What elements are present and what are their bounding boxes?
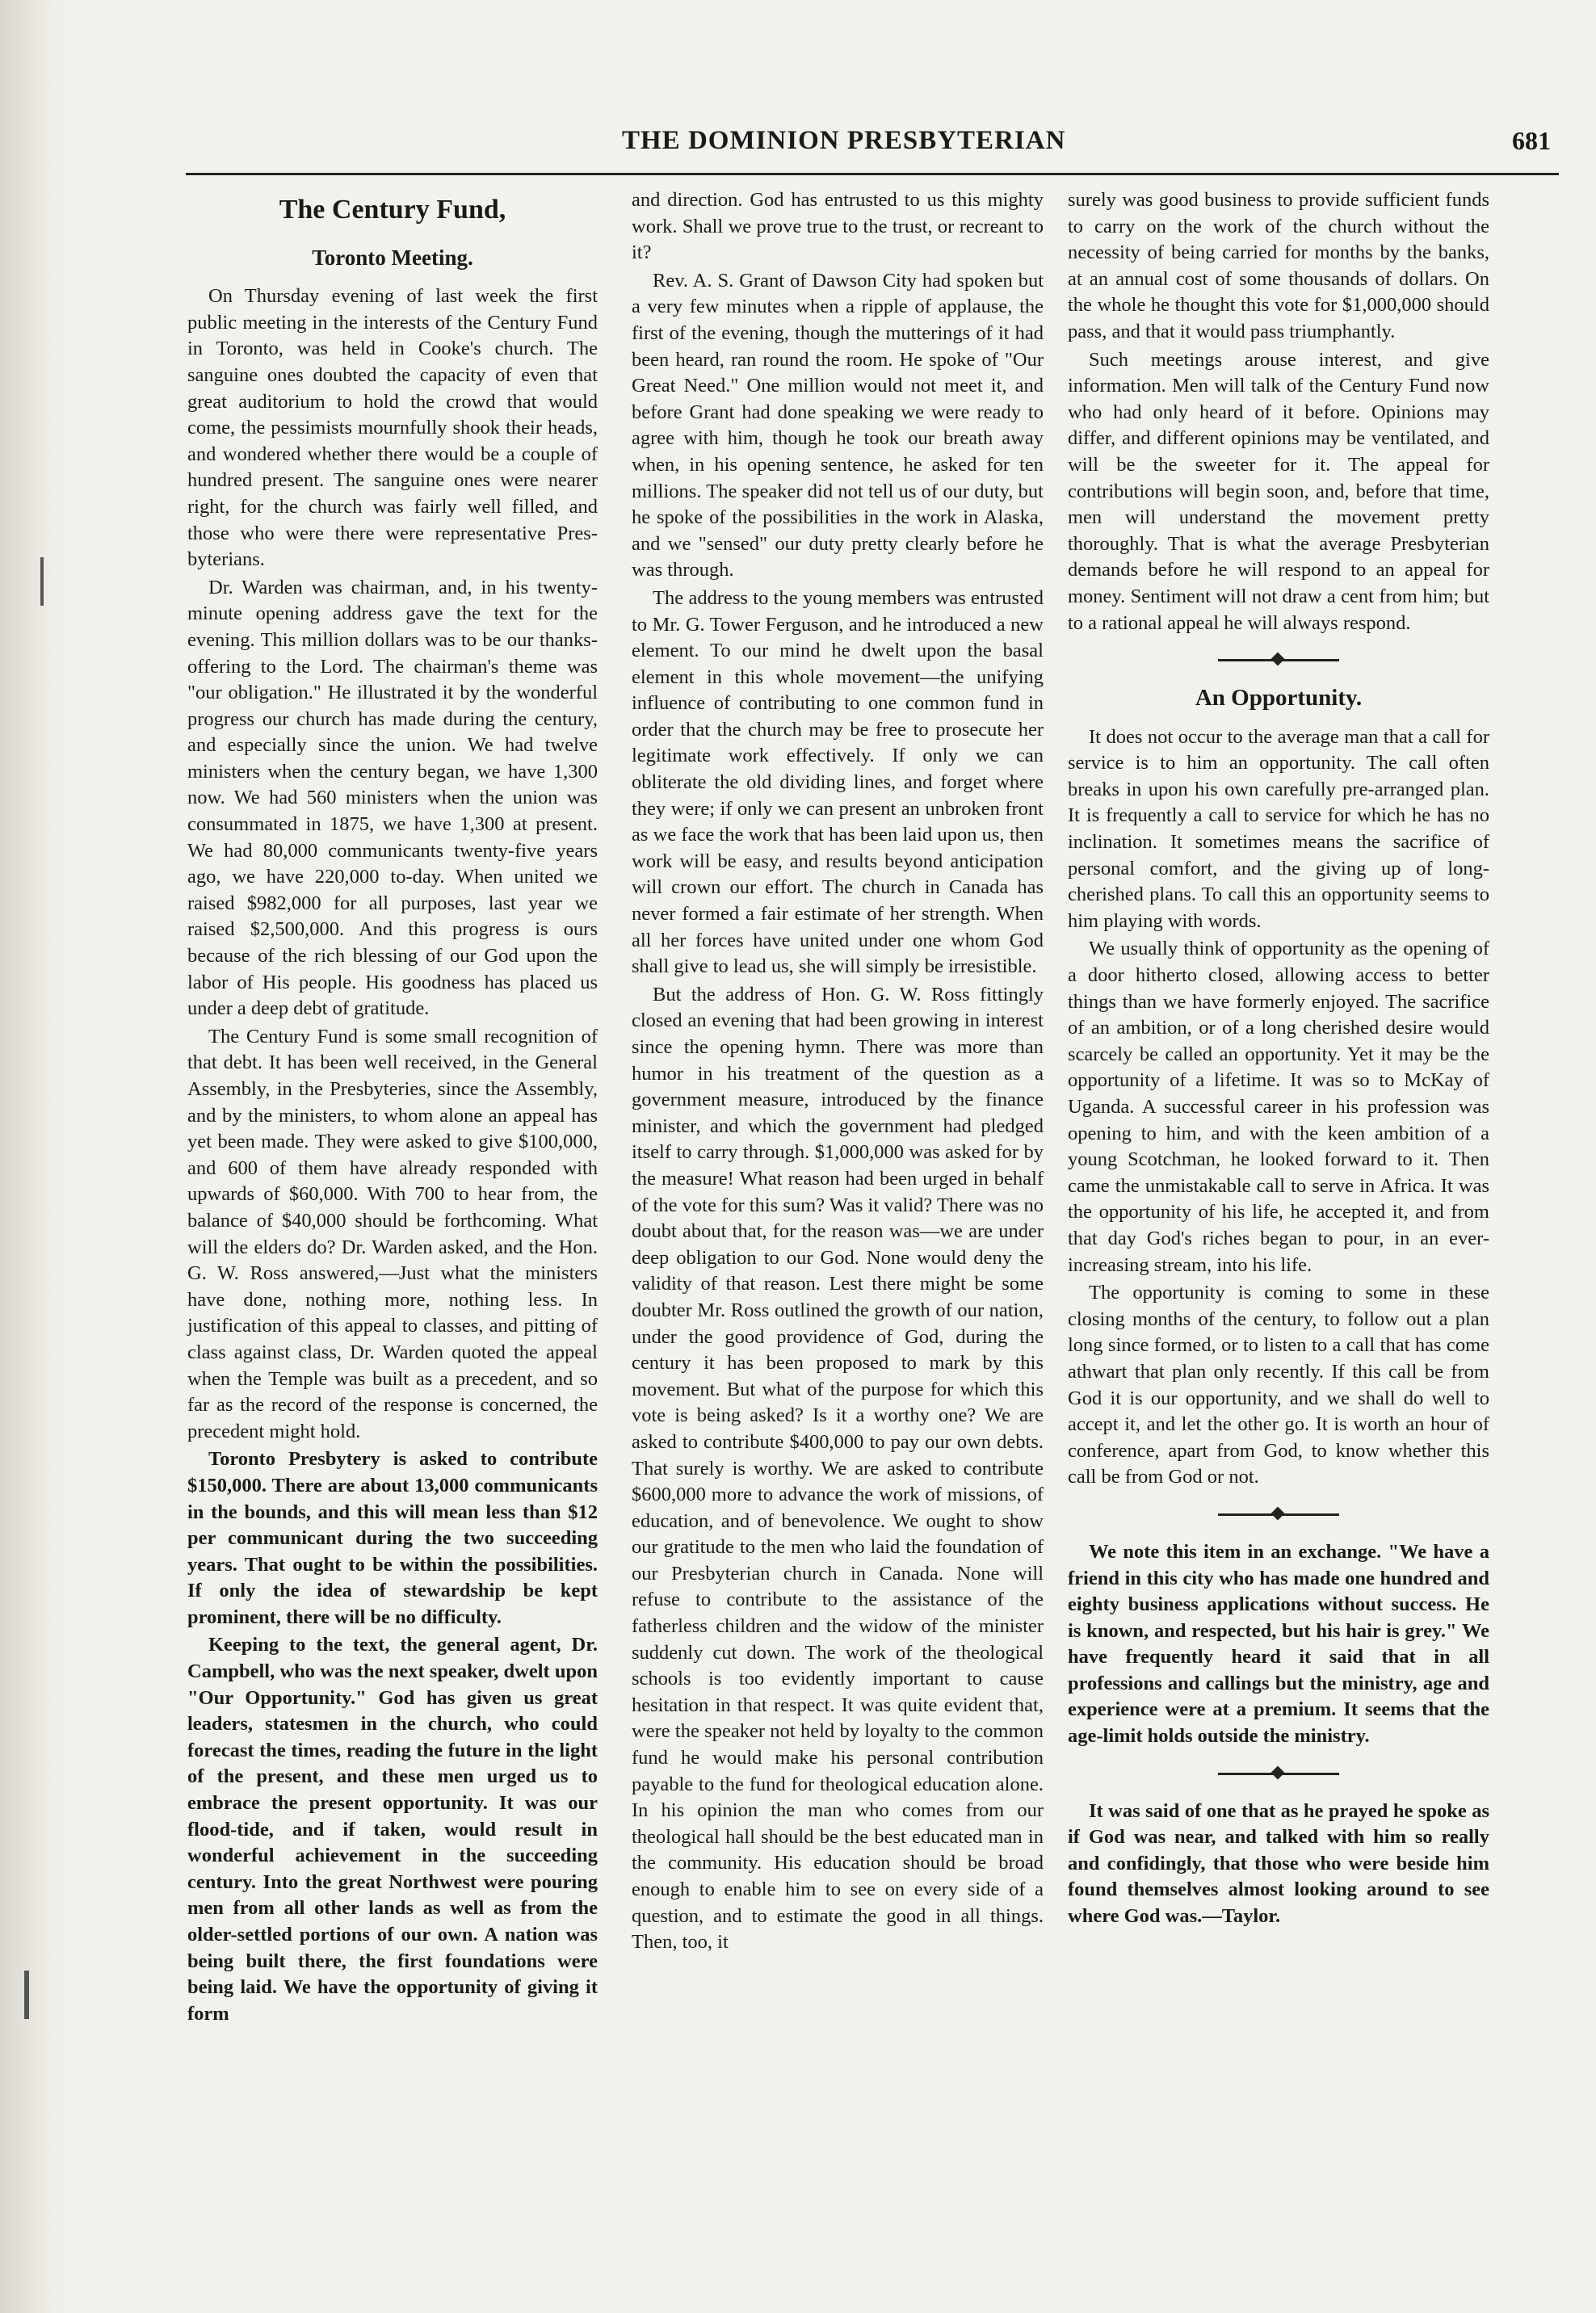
header-rule <box>186 173 1559 175</box>
column-2 <box>632 187 1044 1958</box>
paragraph: Dr. Warden was chairman, and, in his twenty-minute opening address gave the text for the evening. This million dollars was to be our thanks-offering to the Lord. The chairman's theme was "our obligation." He illustrated it by the wonderful progress our church has made during the century, and especially since the union. We had twelve ministers when the century began, we have 1,300 now. We had 560 ministers when the union was consummated in 1875, we have 1,300 at present. We had 80,000 communicants twenty-five years ago, we have 220,000 to-day. When united we raised $982,000 for all purposes, last year we raised $2,500,000. And this progress is ours because of the rich blessing of our God upon the labor of His people. His goodness has placed us under a deep debt of gratitude. <box>187 576 598 1020</box>
section-separator <box>1218 1509 1339 1520</box>
paragraph: The Century Fund is some small recognition of that debt. It has been well received, in the General Assembly, in the Presbyteries, since the Assembly, and by the ministers, to whom alone an appeal has yet been made. They were asked to give $100,000, and 600 of them have already responded with upwards of $60,000. With 700 to hear from, the balance of $40,000 should be forthcoming. What will the elders do? Dr. Warden asked, and the Hon. G. W. Ross answered,—Just what the ministers have done, nothing more, nothing less. In justification of this appeal to classes, and pitting of class against class, Dr. Warden quoted the appeal when the Temple was built as a precedent, and so far as the record of the response is concerned, the precedent might hold. <box>187 1025 598 1442</box>
margin-mark <box>24 1971 29 2019</box>
paragraph: Toronto Presbytery is asked to contribute $150,000. There are about 13,000 communicants in the bounds, and this will mean less than $12 per communicant during the two succeeding years. That ought to be within the possibilities. If only the idea of stewardship be kept prominent, there will be no difficulty. <box>187 1448 598 1628</box>
page-header <box>622 121 1575 170</box>
paragraph: surely was good business to provide sufficient funds to carry on the work of the church without the necessity of being carried for months by the banks, at an annual cost of some thousands of dollars. On the whole he thought this vote for $1,000,000 should pass, and that it would pass triumphantly. <box>1068 189 1489 342</box>
column-1 <box>187 187 598 2029</box>
section-separator <box>1218 654 1339 665</box>
paragraph: Such meetings arouse interest, and give information. Men will talk of the Century Fund now who had only heard of it before. Opinions may differ, and different opinions may be ventilated, and will be the sweeter for it. The appeal for contributions will begin soon, and, before that time, men will understand the movement pretty thoroughly. That is what the average Presbyterian demands before he will respond to an appeal for money. Sentiment will not draw a cent from him; but to a rational appeal he will always respond. <box>1068 348 1489 634</box>
paragraph: We usually think of opportunity as the opening of a door hitherto closed, allowing access to better things than we have formerly enjoyed. The sacrifice of an ambition, or of a long cherished desire would scarcely be called an opportunity. Yet it may be the opportunity of a lifetime. It was so to McKay of Uganda. A successful career in his profession was opening to him, and with the keen ambition of a young Scotchman, he looked forward to it. Then came the unmistakable call to serve in Africa. It was the opportunity of his life, he accepted it, and from that day God's riches began to pour, in an ever-increasing stream, into his life. <box>1068 938 1489 1276</box>
article-title: An Opportunity. <box>1195 685 1363 712</box>
paragraph: The opportunity is coming to some in these closing months of the century, to follow out a plan long since formed, or to listen to a call that has come athwart that plan only recently. If this call be from God it is our opportunity, and we shall do well to accept it, and let the other go. It is worth an hour of conference, apart from God, to know whether this call be from God or not. <box>1068 1282 1489 1488</box>
section-separator <box>1218 1768 1339 1779</box>
paragraph: It does not occur to the average man that a call for service is to him an opportunity. The call often breaks in upon his own carefully pre-arranged plan. It is frequently a call to service for which he has no inclination. It sometimes means the sacrifice of personal comfort, and the giving up of long-cherished plans. To call this an opportunity seems to him playing with words. <box>1068 725 1489 932</box>
paragraph: It was said of one that as he prayed he spoke as if God was near, and talked with him so really and confidingly, that those who were beside him found themselves almost looking around to see where God was.—Taylor. <box>1068 1799 1489 1928</box>
paragraph: Keeping to the text, the general agent, Dr. Campbell, who was the next speaker, dwelt upon "Our Opportunity." God has given us great leaders, statesmen in the church, who could forecast the times, reading the future in the light of the present, and these men urged us to embrace the present opportunity. It was our flood-tide, and if taken, would result in wonderful achievement in the succeeding century. Into the great Northwest were pouring men from all other lands as well as from the older-settled portions of our own. A nation was being built there, the first foundations were being laid. We have the opportunity of giving it form <box>187 1634 598 2025</box>
page-edge-shadow <box>0 0 73 2313</box>
article-title: The Century Fund, <box>279 195 506 225</box>
column-3 <box>1068 187 1489 1932</box>
publication-title: THE DOMINION PRESBYTERIAN <box>622 126 1066 155</box>
article-subtitle: Toronto Meeting. <box>312 245 473 270</box>
paragraph: On Thursday evening of last week the first public meeting in the interests of the Century Fund in Toronto, was held in Cooke's church. The sanguine ones doubted the capacity of even that great auditorium to hold the crowd that would come, the pessimists mournfully shook their heads, and wondered whether there would be a couple of hundred present. The sanguine ones were nearer right, for the church was fairly well filled, and those who were there were representative Pres-byterians. <box>187 285 598 571</box>
page-number: 681 <box>1512 126 1551 155</box>
paragraph: But the address of Hon. G. W. Ross fittingly closed an evening that had been growing in interest since the opening hymn. There was more than humor in his treatment of the question as a government measure, introduced by the finance minister, and which the government had pledged itself to carry through. $1,000,000 was asked for by the measure! What reason had been urged in behalf of the vote for this sum? Was it valid? There was no doubt about that, for the reason was—we are under deep obligation to our God. None would deny the validity of that reason. Lest there might be some doubter Mr. Ross outlined the growth of our nation, under the good providence of God, during the century it has been proposed to mark by this movement. But what of the purpose for which this vote is being asked? Is it a worthy one? We are asked to contribute $400,000 to pay our own debts. That surely is worthy. We are asked to contribute $600,000 more to advance the work of missions, of education, and of benevolence. We ought to show our gratitude to the men who laid the foundation of our Presbyterian church in Canada. None will refuse to contribute to the assistance of the fatherless children and the widow of the minister suddenly cut down. The work of the theological schools is too evidently important to cause hesitation in that respect. It was quite evident that, were the speaker not held by loyalty to the common fund he would make his personal contribution payable to the fund for theological education alone. In his opinion the man who comes from our theological hall should be the best educated man in the community. His education should be broad enough to enable him to see on every side of a question, and to estimate the good in all things. Then, too, it <box>632 983 1044 1954</box>
paragraph: and direction. God has entrusted to us this mighty work. Shall we prove true to the trust, or recreant to it? <box>632 189 1044 264</box>
paragraph: Rev. A. S. Grant of Dawson City had spoken but a very few minutes when a ripple of applause, the first of the evening, though the mutterings of it had been heard, ran round the room. He spoke of "Our Great Need." One million would not meet it, and before Grant had done speaking we were ready to agree with him, though he took our breath away when, in his opening sentence, he asked for ten millions. The speaker did not tell us of our duty, but he spoke of the possibilities in the work in Alaska, and we "sensed" our duty pretty clearly before he was through. <box>632 269 1044 581</box>
margin-mark <box>40 557 44 606</box>
paragraph: We note this item in an exchange. "We have a friend in this city who has made one hundred and eighty business applications without success. He is known, and respected, but his hair is grey." We have frequently heard it said that in all professions and callings but the ministry, age and experience were at a premium. It seems that the age-limit holds outside the ministry. <box>1068 1540 1489 1748</box>
paragraph: The address to the young members was entrusted to Mr. G. Tower Ferguson, and he introduced a new element. To our mind he dwelt upon the basal element in this whole movement—the unifying influence of contributing to one common fund in order that the church may be free to prosecute her legitimate work effectively. If only we can obliterate the old dividing lines, and forget where they were; if only we can present an unbroken front as we face the work that has been laid upon us, then work will be easy, and results beyond anticipation will crown our effort. The church in Canada has never formed a fair estimate of her strength. When all her forces have united under one whom God shall give to lead us, she will simply be irresistible. <box>632 586 1044 978</box>
